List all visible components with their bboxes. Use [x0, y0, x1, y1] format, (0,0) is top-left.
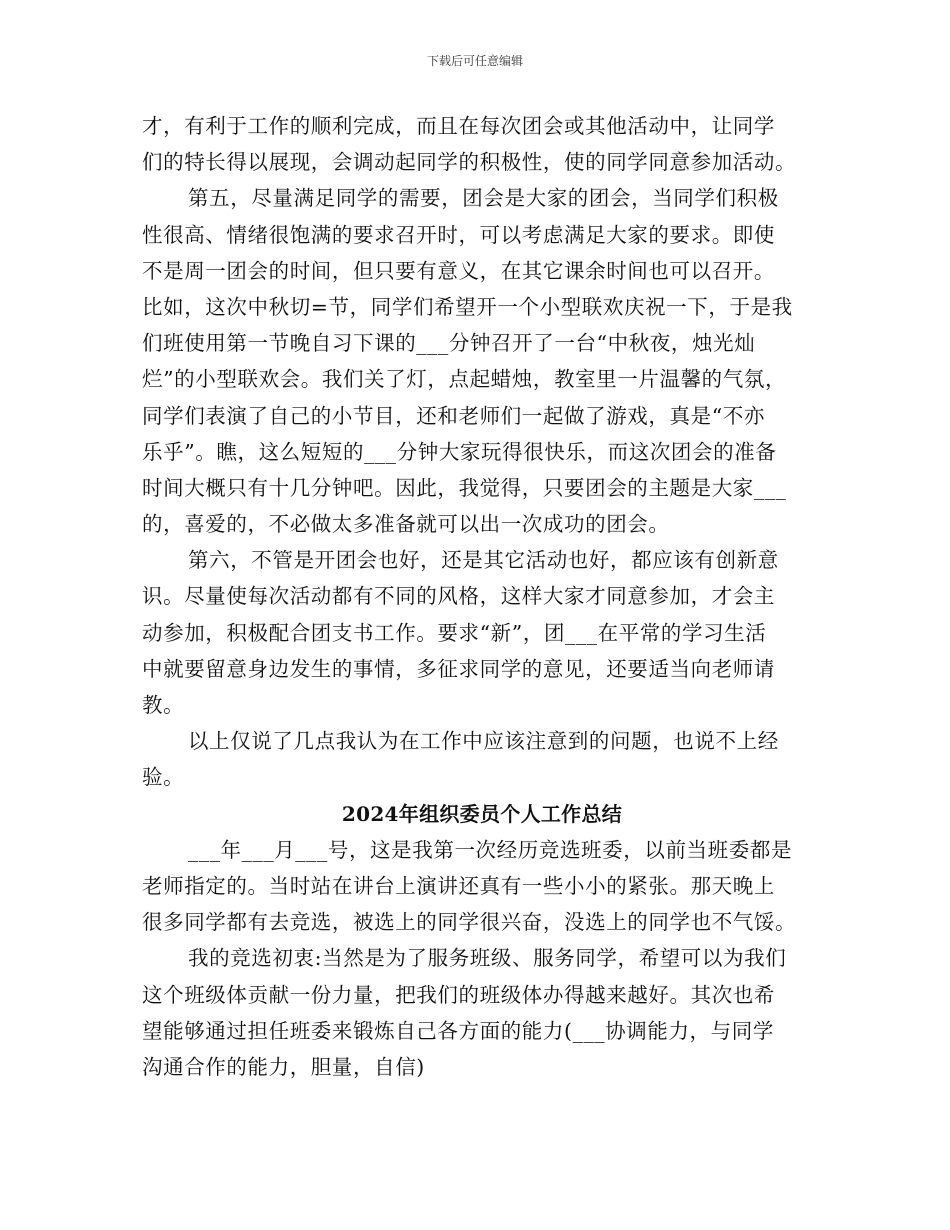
text-line: 教。	[142, 693, 185, 717]
text-line: 烂”的小型联欢会。我们关了灯，点起蜡烛，教室里一片温馨的气氛，	[142, 367, 787, 392]
text-line: 老师指定的。当时站在讲台上演讲还真有一些小小的紧张。那天晚上	[142, 873, 775, 898]
section-title: 2024年组织委员个人工作总结	[341, 801, 623, 826]
text-line: 们班使用第一节晚自习下课的___分钟召开了一台“中秋夜，烛光灿	[142, 331, 756, 356]
paragraph-first-line: 我的竞选初衷:当然是为了服务班级、服务同学，希望可以为我们	[188, 946, 787, 971]
text-line: 望能够通过担任班委来锻炼自己各方面的能力(___协调能力，与同学	[142, 1018, 774, 1043]
text-line: 乐乎”。瞧，这么短短的___分钟大家玩得很快乐，而这次团会的准备	[142, 439, 777, 464]
text-line: 的，喜爱的，不必做太多准备就可以出一次成功的团会。	[142, 512, 670, 537]
text-line: 不是周一团会的时间，但只要有意义，在其它课余时间也可以召开。	[142, 258, 775, 283]
text-line: 性很高、情绪很饱满的要求召开时，可以考虑满足大家的要求。即使	[142, 222, 775, 247]
text-line: 时间大概只有十几分钟吧。因此，我觉得，只要团会的主题是大家___	[142, 475, 787, 500]
text-line: 同学们表演了自己的小节目，还和老师们一起做了游戏，真是“不亦	[142, 403, 765, 428]
document-body	[142, 108, 822, 1085]
text-line: 比如，这次中秋切=节，同学们希望开一个小型联欢庆祝一下，于是我	[142, 294, 793, 319]
text-line: 才，有利于工作的顺利完成，而且在每次团会或其他活动中，让同学	[142, 114, 775, 138]
page-header: 下载后可任意编辑	[426, 54, 523, 68]
text-line: 中就要留意身边发生的事情，多征求同学的意见，还要适当向老师请	[142, 656, 775, 681]
text-line: 识。尽量使每次活动都有不同的风格，这样大家才同意参加，才会主	[142, 584, 775, 609]
paragraph-first-line: ___年___月___号，这是我第一次经历竞选班委，以前当班委都是	[188, 837, 793, 862]
text-line: 沟通合作的能力，胆量，自信)	[142, 1054, 425, 1079]
text-line: 这个班级体贡献一份力量，把我们的班级体办得越来越好。其次也希	[142, 982, 775, 1007]
text-line: 验。	[142, 765, 185, 790]
paragraph-first-line: 第六，不管是开团会也好，还是其它活动也好，都应该有创新意	[188, 548, 779, 573]
paragraph-first-line: 以上仅说了几点我认为在工作中应该注意到的问题，也说不上经	[188, 729, 779, 754]
text-line: 动参加，积极配合团支书工作。要求“新”，团___在平常的学习生活	[142, 620, 767, 645]
text-line: 很多同学都有去竞选，被选上的同学很兴奋，没选上的同学也不气馁。	[142, 910, 797, 935]
text-line: 们的特长得以展现，会调动起同学的积极性，使的同学同意参加活动。	[142, 150, 797, 175]
paragraph-first-line: 第五，尽量满足同学的需要，团会是大家的团会，当同学们积极	[188, 186, 779, 211]
